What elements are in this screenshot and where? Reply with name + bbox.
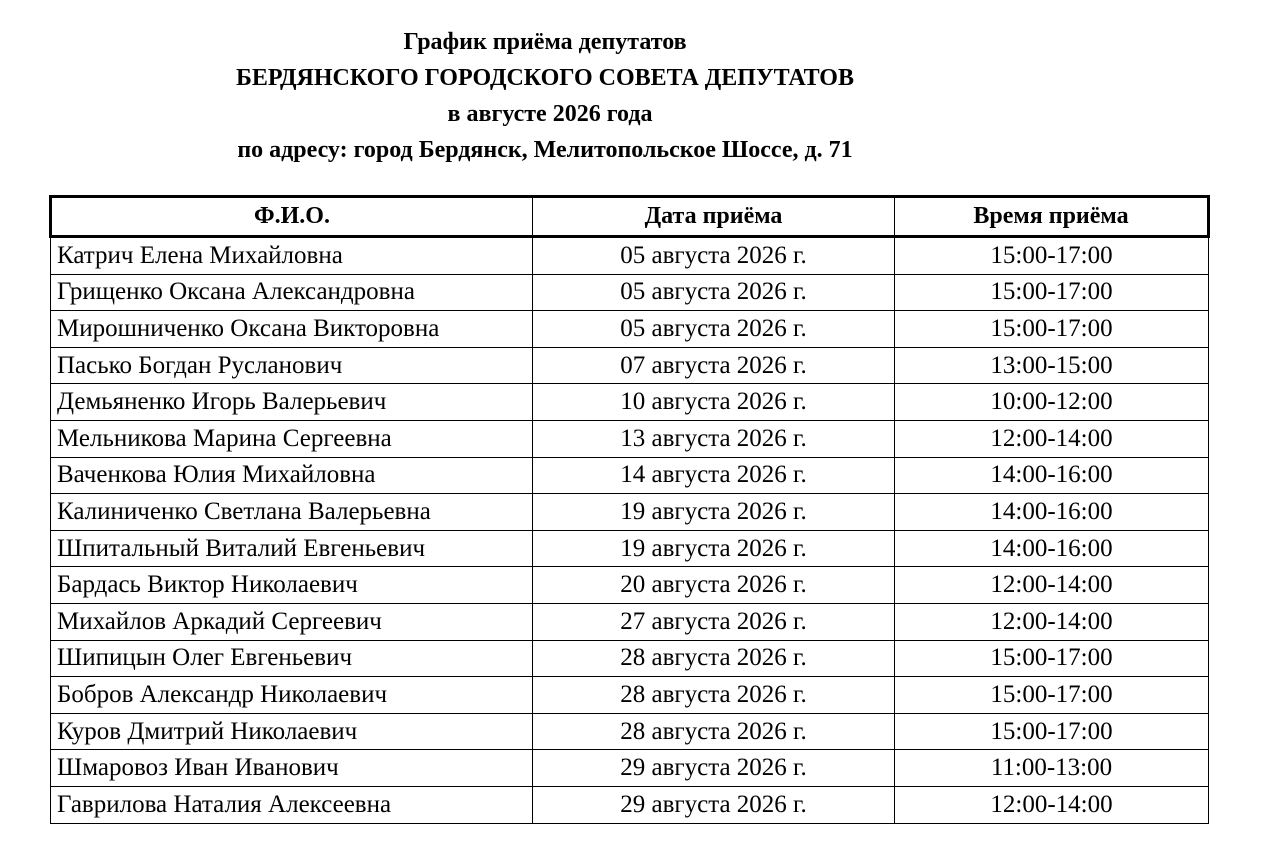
time-cell: 15:00-17:00	[895, 311, 1209, 348]
table-row	[51, 494, 1209, 531]
name-cell: Ваченкова Юлия Михайловна	[51, 457, 533, 494]
date-cell: 19 августа 2026 г.	[533, 530, 895, 567]
time-cell: 12:00-14:00	[895, 567, 1209, 604]
time-cell: 14:00-16:00	[895, 530, 1209, 567]
date-cell: 05 августа 2026 г.	[533, 274, 895, 311]
name-cell: Мирошниченко Оксана Викторовна	[51, 311, 533, 348]
table-row	[51, 384, 1209, 421]
date-cell: 28 августа 2026 г.	[533, 677, 895, 714]
date-cell: 05 августа 2026 г.	[533, 311, 895, 348]
date-cell: 29 августа 2026 г.	[533, 786, 895, 823]
table-row	[51, 420, 1209, 457]
table-row	[51, 274, 1209, 311]
name-cell: Калиниченко Светлана Валерьевна	[51, 494, 533, 531]
date-cell: 27 августа 2026 г.	[533, 603, 895, 640]
table-row	[51, 457, 1209, 494]
time-cell: 15:00-17:00	[895, 237, 1209, 275]
time-cell: 10:00-12:00	[895, 384, 1209, 421]
table-row	[51, 677, 1209, 714]
table-row	[51, 530, 1209, 567]
heading-address: по адресу: город Бердянск, Мелитопольское Шоссе, д. 71	[237, 137, 853, 163]
name-cell: Шпитальный Виталий Евгеньевич	[51, 530, 533, 567]
date-cell: 19 августа 2026 г.	[533, 494, 895, 531]
name-cell: Катрич Елена Михайловна	[51, 237, 533, 275]
table-row	[51, 567, 1209, 604]
column-header-date: Дата приёма	[533, 197, 895, 237]
name-cell: Мельникова Марина Сергеевна	[51, 420, 533, 457]
heading-period: в августе 2026 года	[447, 101, 653, 127]
date-cell: 20 августа 2026 г.	[533, 567, 895, 604]
time-cell: 14:00-16:00	[895, 457, 1209, 494]
heading-title: График приёма депутатов	[403, 29, 687, 55]
time-cell: 15:00-17:00	[895, 713, 1209, 750]
name-cell: Грищенко Оксана Александровна	[51, 274, 533, 311]
table-row	[51, 713, 1209, 750]
table-row	[51, 640, 1209, 677]
name-cell: Шмаровоз Иван Иванович	[51, 750, 533, 787]
date-cell: 28 августа 2026 г.	[533, 713, 895, 750]
name-cell: Гаврилова Наталия Алексеевна	[51, 786, 533, 823]
name-cell: Михайлов Аркадий Сергеевич	[51, 603, 533, 640]
name-cell: Бардась Виктор Николаевич	[51, 567, 533, 604]
table-row	[51, 311, 1209, 348]
date-cell: 28 августа 2026 г.	[533, 640, 895, 677]
table-row	[51, 786, 1209, 823]
table-row	[51, 237, 1209, 275]
table-row	[51, 347, 1209, 384]
table-row	[51, 750, 1209, 787]
time-cell: 15:00-17:00	[895, 640, 1209, 677]
name-cell: Пасько Богдан Русланович	[51, 347, 533, 384]
time-cell: 12:00-14:00	[895, 603, 1209, 640]
time-cell: 15:00-17:00	[895, 677, 1209, 714]
document-heading	[0, 24, 1090, 168]
table-row	[51, 603, 1209, 640]
name-cell: Куров Дмитрий Николаевич	[51, 713, 533, 750]
column-header-time: Время приёма	[895, 197, 1209, 237]
time-cell: 15:00-17:00	[895, 274, 1209, 311]
date-cell: 29 августа 2026 г.	[533, 750, 895, 787]
time-cell: 12:00-14:00	[895, 420, 1209, 457]
date-cell: 07 августа 2026 г.	[533, 347, 895, 384]
column-header-name: Ф.И.О.	[51, 197, 533, 237]
date-cell: 13 августа 2026 г.	[533, 420, 895, 457]
date-cell: 14 августа 2026 г.	[533, 457, 895, 494]
name-cell: Бобров Александр Николаевич	[51, 677, 533, 714]
time-cell: 14:00-16:00	[895, 494, 1209, 531]
table-body	[51, 237, 1209, 824]
name-cell: Шипицын Олег Евгеньевич	[51, 640, 533, 677]
heading-council-name: БЕРДЯНСКОГО ГОРОДСКОГО СОВЕТА ДЕПУТАТОВ	[236, 65, 854, 91]
time-cell: 13:00-15:00	[895, 347, 1209, 384]
date-cell: 05 августа 2026 г.	[533, 237, 895, 275]
reception-schedule-table	[49, 195, 1210, 824]
date-cell: 10 августа 2026 г.	[533, 384, 895, 421]
name-cell: Демьяненко Игорь Валерьевич	[51, 384, 533, 421]
time-cell: 11:00-13:00	[895, 750, 1209, 787]
time-cell: 12:00-14:00	[895, 786, 1209, 823]
table-header-row	[51, 197, 1209, 237]
